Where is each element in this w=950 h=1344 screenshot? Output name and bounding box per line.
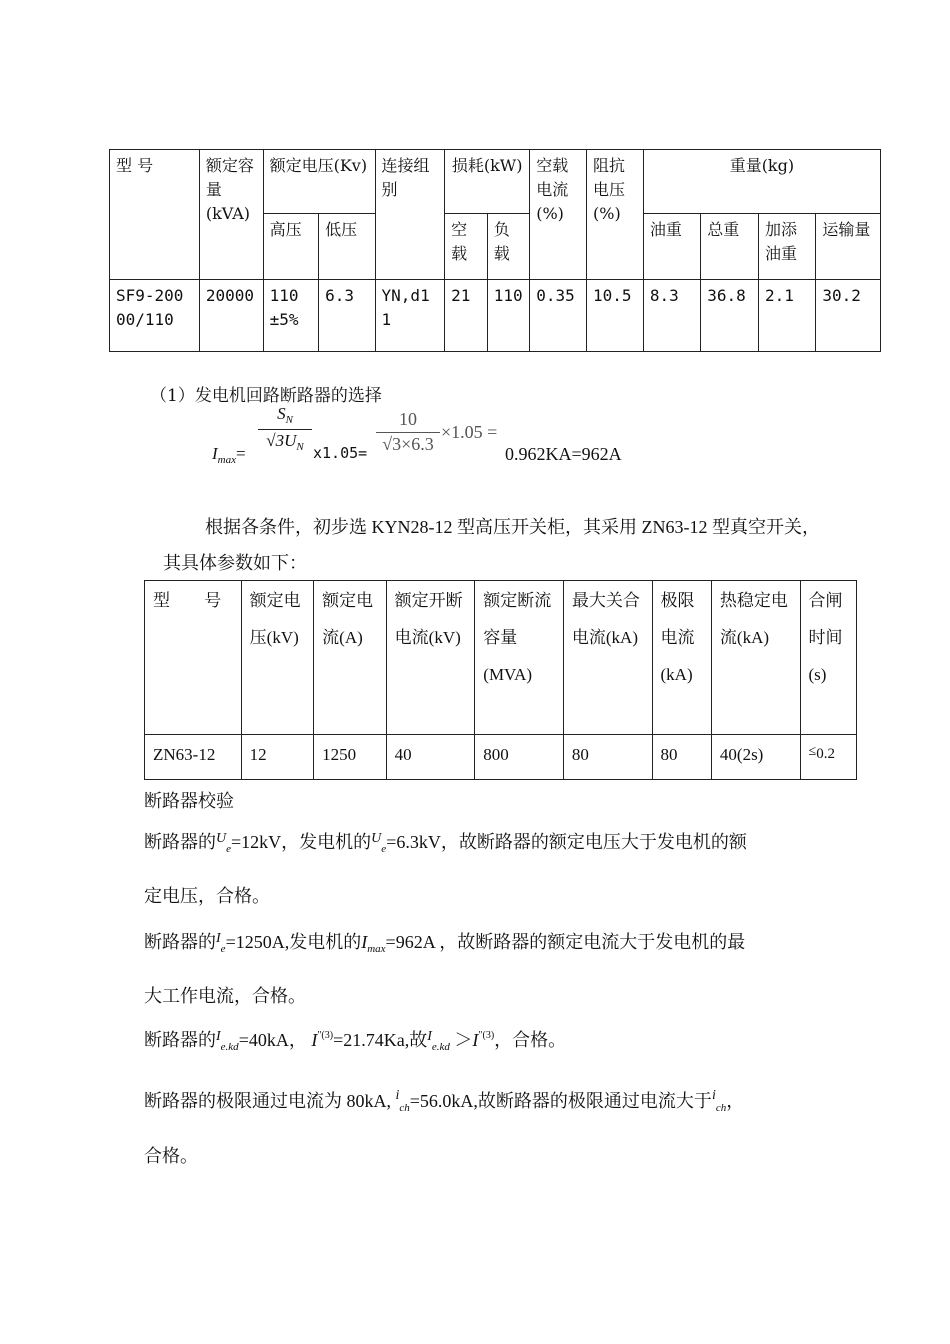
transformer-table bbox=[109, 149, 881, 352]
header-loss: 损耗(kW) bbox=[445, 150, 530, 214]
table-row bbox=[145, 735, 857, 780]
check-current-line2: 大工作电流，合格。 bbox=[144, 986, 306, 1006]
cell-transport-weight: 30.2 bbox=[816, 280, 881, 352]
header-oil-weight: 油重 bbox=[643, 214, 700, 280]
cell-rated-breaking-capacity: 800 bbox=[475, 735, 564, 780]
header-no-load: 空载 bbox=[445, 214, 488, 280]
check-limit-line1: 断路器的极限通过电流为 80kA, $^i_{ch}$=56.0kA,故断路器的极限通过电流大于$^i_{ch}$， bbox=[144, 1088, 745, 1114]
header-rated-breaking-current: 额定开断电流(kV) bbox=[386, 581, 475, 735]
header-model: 型 号 bbox=[145, 581, 242, 735]
cell-model: ZN63-12 bbox=[145, 735, 242, 780]
cell-max-closing-current: 80 bbox=[563, 735, 652, 780]
header-rated-capacity: 额定容量(kVA) bbox=[199, 150, 263, 280]
check-voltage-line1: 断路器的$^U_e$=12kV，发电机的$^U_e$=6.3kV，故断路器的额定电压大于发电机的额 bbox=[144, 831, 747, 855]
header-limit-current: 极限电流(kA) bbox=[652, 581, 711, 735]
header-low-voltage: 低压 bbox=[319, 214, 375, 280]
header-connection-group: 连接组别 bbox=[375, 150, 445, 280]
formula-fraction-1: $S_N$ $√3U_N$ bbox=[258, 405, 312, 454]
header-added-oil-weight: 加添油重 bbox=[758, 214, 815, 280]
header-high-voltage: 高压 bbox=[263, 214, 318, 280]
cell-thermal-stable-current: 40(2s) bbox=[711, 735, 800, 780]
header-rated-voltage: 额定电压(Kv) bbox=[263, 150, 375, 214]
cell-impedance-voltage: 10.5 bbox=[587, 280, 644, 352]
cell-closing-time: ≤0.2 bbox=[800, 735, 856, 780]
header-rated-current: 额定电流(A) bbox=[314, 581, 387, 735]
cell-added-oil-weight: 2.1 bbox=[758, 280, 815, 352]
formula-times-2: ×1.05 = bbox=[441, 422, 498, 442]
table-row bbox=[110, 280, 881, 352]
formula-imax: $I_{max}=$ bbox=[212, 444, 246, 466]
formula-result: 0.962KA=962A bbox=[505, 444, 622, 464]
breaker-table bbox=[144, 580, 857, 780]
header-weight: 重量(kg) bbox=[643, 150, 880, 214]
cell-rated-capacity: 20000 bbox=[199, 280, 263, 352]
cell-rated-voltage: 12 bbox=[241, 735, 314, 780]
cell-model: SF9-20000/110 bbox=[110, 280, 200, 352]
header-thermal-stable-current: 热稳定电流(kA) bbox=[711, 581, 800, 735]
check-current-line1: 断路器的$^I_e$=1250A,发电机的$I_{max}=962A$ ，故断路器的额定电流大于发电机的最 bbox=[144, 931, 746, 955]
header-no-load-current: 空载电流(%) bbox=[530, 150, 587, 280]
header-transport-weight: 运输量 bbox=[816, 214, 881, 280]
cell-connection-group: YN,d11 bbox=[375, 280, 445, 352]
formula-times-factor: x1.05= bbox=[313, 444, 368, 462]
check-limit-line2: 合格。 bbox=[144, 1146, 198, 1166]
header-model: 型 号 bbox=[110, 150, 200, 280]
cell-no-load-loss: 21 bbox=[445, 280, 488, 352]
cell-no-load-current: 0.35 bbox=[530, 280, 587, 352]
header-rated-breaking-capacity: 额定断流容量(MVA) bbox=[475, 581, 564, 735]
cell-low-voltage: 6.3 bbox=[319, 280, 375, 352]
cell-limit-current: 80 bbox=[652, 735, 711, 780]
checks-title: 断路器校验 bbox=[144, 791, 234, 811]
cell-rated-breaking-current: 40 bbox=[386, 735, 475, 780]
header-load: 负载 bbox=[487, 214, 529, 280]
cell-load-loss: 110 bbox=[487, 280, 529, 352]
section-heading: （1）发电机回路断路器的选择 bbox=[150, 386, 382, 406]
intro-paragraph: 根据各条件，初步选 KYN28-12 型高压开关柜，其采用 ZN63-12 型真空开关，其具体参数如下： bbox=[163, 517, 820, 573]
check-breaking-line: 断路器的$^I_{e.kd}$=40kA， $I^{"(3)}=21.74Ka$,故$^I_{e.kd} >I^{"(3)}$，合格。 bbox=[144, 1029, 567, 1053]
cell-high-voltage: 110 ±5% bbox=[263, 280, 318, 352]
header-max-closing-current: 最大关合电流(kA) bbox=[563, 581, 652, 735]
cell-rated-current: 1250 bbox=[314, 735, 387, 780]
formula-fraction-2: 10 √3×6.3 bbox=[376, 409, 440, 455]
header-closing-time: 合闸时间(s) bbox=[800, 581, 856, 735]
header-total-weight: 总重 bbox=[701, 214, 759, 280]
cell-total-weight: 36.8 bbox=[701, 280, 759, 352]
header-rated-voltage: 额定电压(kV) bbox=[241, 581, 314, 735]
cell-oil-weight: 8.3 bbox=[643, 280, 700, 352]
header-impedance-voltage: 阻抗电压(%) bbox=[587, 150, 644, 280]
check-voltage-line2: 定电压，合格。 bbox=[144, 886, 270, 906]
